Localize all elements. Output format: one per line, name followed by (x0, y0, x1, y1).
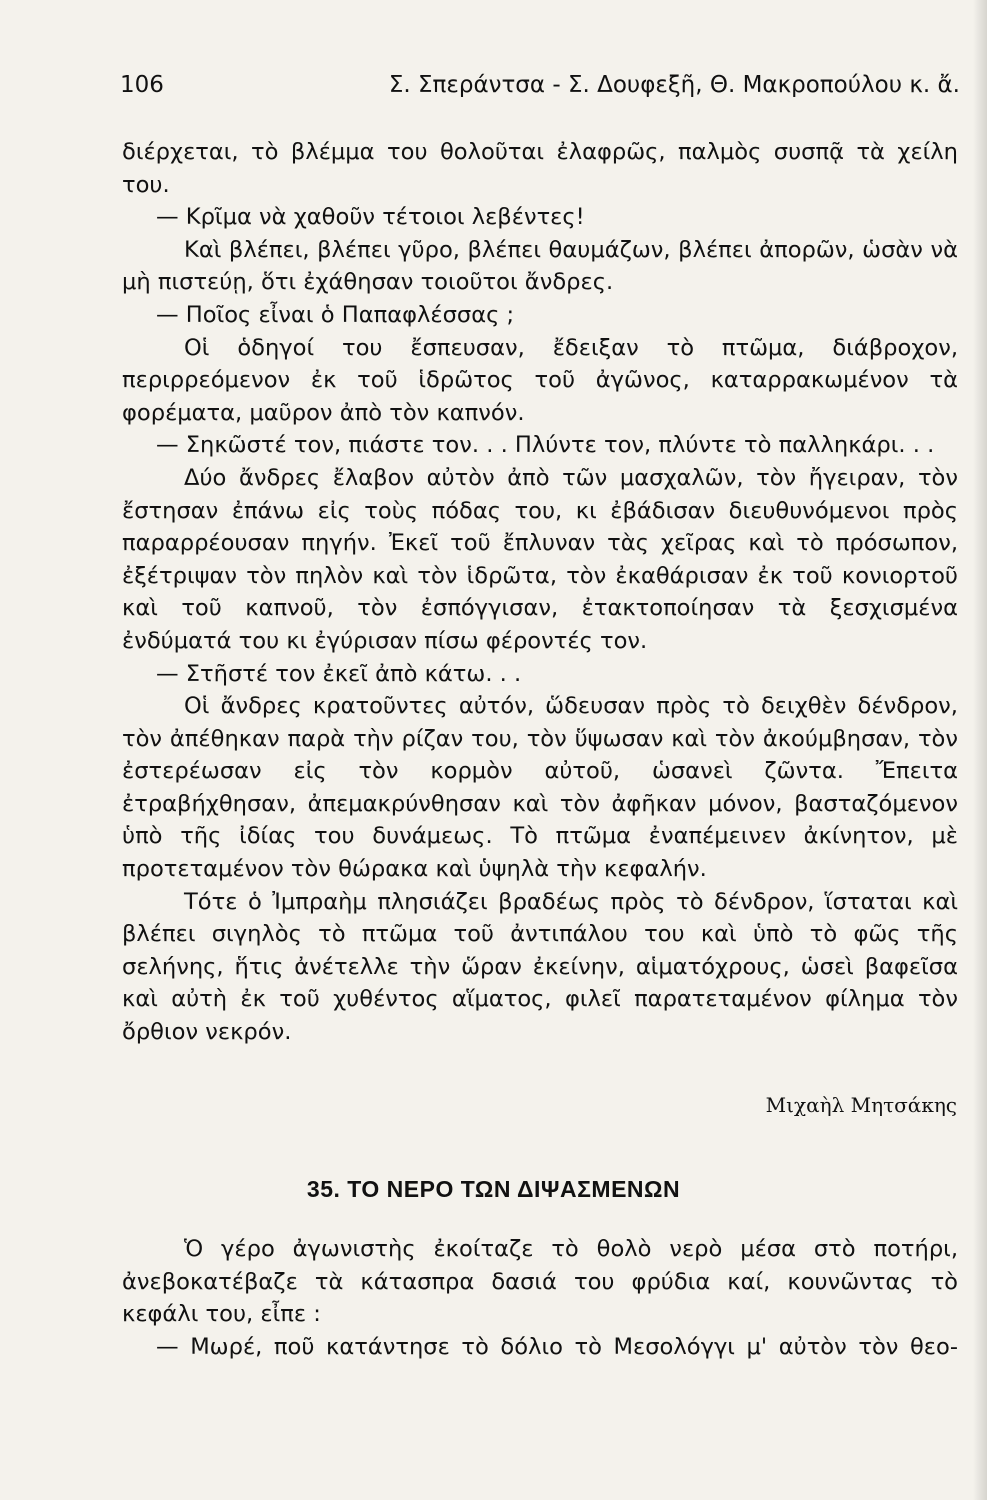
dialogue-line: — Ποῖος εἶναι ὁ Παπαφλέσσας ; (156, 301, 515, 328)
dialogue-line: — Μωρέ, ποῦ κατάντησε τὸ δόλιο τὸ Μεσολόγγι μ' αὐτὸν τὸν θεο- (156, 1333, 958, 1360)
paragraph: Καὶ βλέπει, βλέπει γῦρο, βλέπει θαυμάζων, βλέπει ἀπορῶν, ὡσὰν νὰ μὴ πιστεύῃ, ὅτι ἐχάθησαν τοιοῦτοι ἄνδρες. (122, 236, 958, 296)
page-edge-shadow (973, 0, 987, 1500)
paragraph: Οἱ ὁδηγοί του ἔσπευσαν, ἔδειξαν τὸ πτῶμα, διάβροχον, περιρρεόμενον ἐκ τοῦ ἱδρῶτος τοῦ ἀγῶνος, καταρρακωμένον τὰ φορέματα, μαῦρον ἀπὸ τὸν καπνόν. (122, 334, 958, 426)
paragraph: διέρχεται, τὸ βλέμμα του θολοῦται ἐλαφρῶς, παλμὸς συσπᾷ τὰ χείλη του. (122, 139, 958, 198)
section-title: 35. ΤΟ ΝΕΡΟ ΤΩΝ ΔΙΨΑΣΜΕΝΩΝ (306, 1176, 681, 1202)
paragraph: Οἱ ἄνδρες κρατοῦντες αὐτόν, ὥδευσαν πρὸς τὸ δειχθὲν δένδρον, τὸν ἀπέθηκαν παρὰ τὴν ρίζαν του, τὸν ὕψωσαν καὶ τὸν ἀκούμβησαν, τὸν ἐστερέωσαν εἰς τὸν κορμὸν αὐτοῦ, ὡσανεὶ ζῶντα. Ἔπειτα ἐτραβήχθησαν, ἀπεμακρύνθησαν καὶ τὸν ἀφῆκαν μόνον, βασταζόμενον ὑπὸ τῆς ἰδίας του δυνάμεως. Τὸ πτῶμα ἐναπέμεινεν ἀκίνητον, μὲ προτεταμένον τὸν θώρακα καὶ ὑψηλὰ τὴν κεφαλήν. (122, 693, 958, 883)
dialogue-line: — Σηκῶστέ τον, πιάστε τον. . . Πλύντε τον, πλύντε τὸ παλληκάρι. . . (156, 432, 935, 459)
author-signature: Μιχαὴλ Μητσάκης (765, 1093, 957, 1117)
running-head: Σ. Σπεράντσα - Σ. Δουφεξῆ, Θ. Μακροπούλου κ. ἄ. (388, 72, 960, 98)
dialogue-line: — Στῆστέ τον ἐκεῖ ἀπὸ κάτω. . . (156, 660, 522, 687)
page-number: 106 (120, 72, 164, 98)
page-header (120, 72, 960, 106)
body-text (122, 136, 958, 1049)
dialogue-line: — Κρῖμα νὰ χαθοῦν τέτοιοι λεβέντες! (156, 204, 585, 231)
paragraph: Ὁ γέρο ἀγωνιστὴς ἐκοίταζε τὸ θολὸ νερὸ μέσα στὸ ποτήρι, ἀνεβοκατέβαζε τὰ κάτασπρα δασιά του φρύδια καί, κουνῶντας τὸ κεφάλι του, εἶπε : (122, 1236, 958, 1328)
paragraph: Δύο ἄνδρες ἔλαβον αὐτὸν ἀπὸ τῶν μασχαλῶν, τὸν ἤγειραν, τὸν ἔστησαν ἐπάνω εἰς τοὺς πόδας του, κι ἐβάδισαν διευθυνόμενοι πρὸς παραρρέουσαν πηγήν. Ἐκεῖ τοῦ ἔπλυναν τὰς χεῖρας καὶ τὸ πρόσωπον, ἐξέτριψαν τὸν πηλὸν καὶ τὸν ἱδρῶτα, τὸν ἐκαθάρισαν ἐκ τοῦ κονιορτοῦ καὶ τοῦ καπνοῦ, τὸν ἐσπόγγισαν, ἐτακτοποίησαν τὰ ξεσχισμένα ἐνδύματά του κι ἐγύρισαν πίσω φέροντές τον. (122, 464, 958, 654)
section-text (122, 1233, 958, 1363)
paragraph: Τότε ὁ Ἰμπραὴμ πλησιάζει βραδέως πρὸς τὸ δένδρον, ἵσταται καὶ βλέπει σιγηλὸς τὸ πτῶμα τοῦ ἀντιπάλου του καὶ ὑπὸ τὸ φῶς τῆς σελήνης, ἥτις ἀνέτελλε τὴν ὥραν ἐκείνην, αἱματόχρους, ὡσεὶ βαφεῖσα καὶ αὐτὴ ἐκ τοῦ χυθέντος αἵματος, φιλεῖ παρατεταμένον φίλημα τὸν ὄρθιον νεκρόν. (122, 888, 958, 1046)
